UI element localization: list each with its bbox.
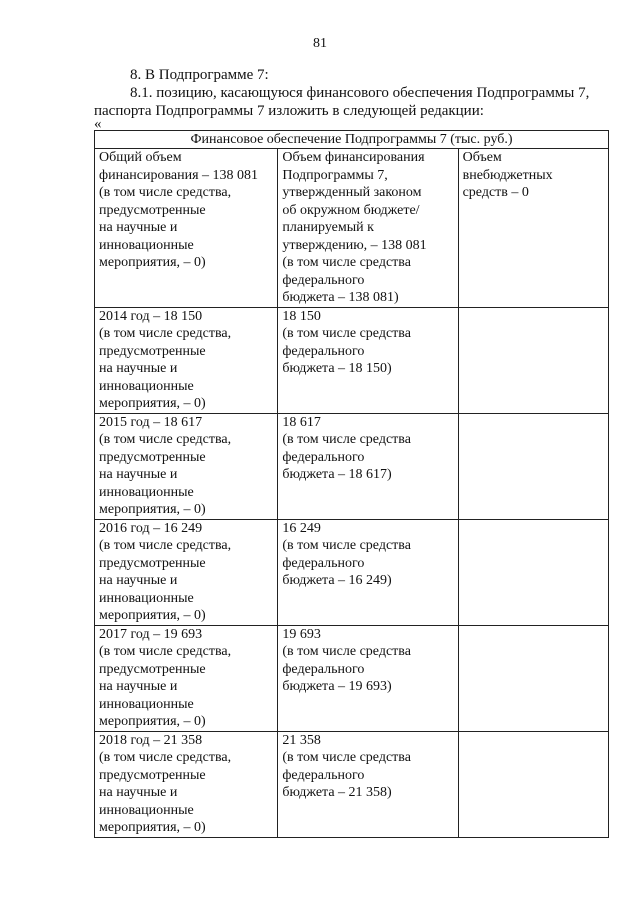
cell-text-line: мероприятия, – 0) <box>99 502 206 517</box>
cell-text-line: (в том числе средства, <box>99 750 232 765</box>
cell-text-line: федерального <box>282 661 365 677</box>
table-row <box>95 519 609 625</box>
table-row <box>95 307 609 413</box>
year-budget-cell <box>278 731 458 837</box>
cell-text-line: на научные и <box>99 467 178 482</box>
cell-text-line: мероприятия, – 0) <box>99 396 206 411</box>
extra-budget-cell <box>458 149 608 308</box>
cell-text-line: мероприятия, – 0) <box>99 820 206 835</box>
cell-text-line: (в том числе средства <box>282 326 411 341</box>
cell-text-line: 2014 год – 18 150 <box>99 308 203 324</box>
paragraph-line-2: паспорта Подпрограммы 7 изложить в следующей редакции: <box>94 103 484 119</box>
cell-text-line: утверждению, – 138 081 <box>282 237 427 253</box>
cell-text-line: (в том числе средства <box>282 432 411 447</box>
cell-text-line: бюджета – 18 617) <box>282 467 392 482</box>
cell-text-line: 2016 год – 16 249 <box>99 520 203 536</box>
cell-text-line: (в том числе средства, <box>99 326 232 341</box>
cell-text-line: планируемый к <box>282 220 374 235</box>
paragraph-line-1: 8.1. позицию, касающуюся финансового обеспечения Подпрограммы 7, <box>130 85 590 101</box>
cell-text-line: бюджета – 18 150) <box>282 361 392 376</box>
year-total-cell <box>95 625 278 731</box>
cell-text-line: (в том числе средства <box>282 644 411 659</box>
cell-text-line: на научные и <box>99 361 178 376</box>
section-heading: 8. В Подпрограмме 7: <box>130 67 269 83</box>
cell-text-line: бюджета – 16 249) <box>282 573 392 588</box>
cell-text-line: предусмотренные <box>99 343 206 359</box>
cell-text-line: (в том числе средства, <box>99 432 232 447</box>
cell-text-line: финансирования – 138 081 <box>99 167 259 183</box>
cell-text-line: инновационные <box>99 590 194 606</box>
year-total-cell <box>95 413 278 519</box>
cell-text-line: утвержденный законом <box>282 185 422 200</box>
cell-text-line: мероприятия, – 0) <box>99 608 206 623</box>
table-row <box>95 413 609 519</box>
cell-text-line: инновационные <box>99 237 194 253</box>
cell-text-line: инновационные <box>99 802 194 818</box>
year-extra-budget-cell <box>458 519 608 625</box>
cell-text-line: федерального <box>282 272 365 288</box>
year-total-cell <box>95 731 278 837</box>
opening-quote: « <box>94 116 102 132</box>
cell-text-line: об окружном бюджете/ <box>282 202 420 218</box>
total-volume-cell <box>95 149 278 308</box>
cell-text-line: внебюджетных <box>462 167 553 183</box>
cell-text-line: инновационные <box>99 378 194 394</box>
cell-text-line: (в том числе средства, <box>99 538 232 553</box>
cell-text-line: предусмотренные <box>99 767 206 783</box>
cell-text-line: Подпрограммы 7, <box>282 167 388 183</box>
financing-table <box>94 130 609 838</box>
table-caption: Финансовое обеспечение Подпрограммы 7 (тыс. руб.) <box>95 131 609 149</box>
cell-text-line: инновационные <box>99 484 194 500</box>
page-number: 81 <box>313 36 327 51</box>
cell-text-line: на научные и <box>99 220 178 235</box>
year-budget-cell <box>278 519 458 625</box>
cell-text-line: (в том числе средства <box>282 538 411 553</box>
cell-text-line: Общий объем <box>99 150 182 165</box>
cell-text-line: на научные и <box>99 573 178 588</box>
cell-text-line: предусмотренные <box>99 661 206 677</box>
year-total-cell <box>95 519 278 625</box>
cell-text-line: мероприятия, – 0) <box>99 255 206 270</box>
cell-text-line: 2015 год – 18 617 <box>99 414 203 430</box>
cell-text-line: бюджета – 138 081) <box>282 290 399 305</box>
cell-text-line: (в том числе средства, <box>99 644 232 659</box>
cell-text-line: 16 249 <box>282 520 321 536</box>
cell-text-line: 21 358 <box>282 732 321 748</box>
cell-text-line: предусмотренные <box>99 555 206 571</box>
year-extra-budget-cell <box>458 413 608 519</box>
cell-text-line: средств – 0 <box>462 185 529 200</box>
cell-text-line: 19 693 <box>282 626 321 642</box>
cell-text-line: инновационные <box>99 696 194 712</box>
cell-text-line: мероприятия, – 0) <box>99 714 206 729</box>
cell-text-line: 2018 год – 21 358 <box>99 732 203 748</box>
cell-text-line: федерального <box>282 449 365 465</box>
budget-volume-cell <box>278 149 458 308</box>
year-extra-budget-cell <box>458 625 608 731</box>
year-extra-budget-cell <box>458 731 608 837</box>
cell-text-line: федерального <box>282 555 365 571</box>
year-budget-cell <box>278 625 458 731</box>
table-row <box>95 731 609 837</box>
cell-text-line: Объем финансирования <box>282 150 425 165</box>
cell-text-line: бюджета – 19 693) <box>282 679 392 694</box>
cell-text-line: предусмотренные <box>99 449 206 465</box>
cell-text-line: предусмотренные <box>99 202 206 218</box>
year-budget-cell <box>278 413 458 519</box>
cell-text-line: (в том числе средства <box>282 750 411 765</box>
year-budget-cell <box>278 307 458 413</box>
table-row <box>95 625 609 731</box>
cell-text-line: 18 617 <box>282 414 321 430</box>
cell-text-line: бюджета – 21 358) <box>282 785 392 800</box>
cell-text-line: на научные и <box>99 679 178 694</box>
year-total-cell <box>95 307 278 413</box>
table-header-row <box>95 149 609 308</box>
year-extra-budget-cell <box>458 307 608 413</box>
cell-text-line: (в том числе средства, <box>99 185 232 200</box>
cell-text-line: 2017 год – 19 693 <box>99 626 203 642</box>
cell-text-line: 18 150 <box>282 308 321 324</box>
cell-text-line: на научные и <box>99 785 178 800</box>
cell-text-line: федерального <box>282 343 365 359</box>
cell-text-line: федерального <box>282 767 365 783</box>
cell-text-line: (в том числе средства <box>282 255 411 270</box>
cell-text-line: Объем <box>462 150 502 165</box>
